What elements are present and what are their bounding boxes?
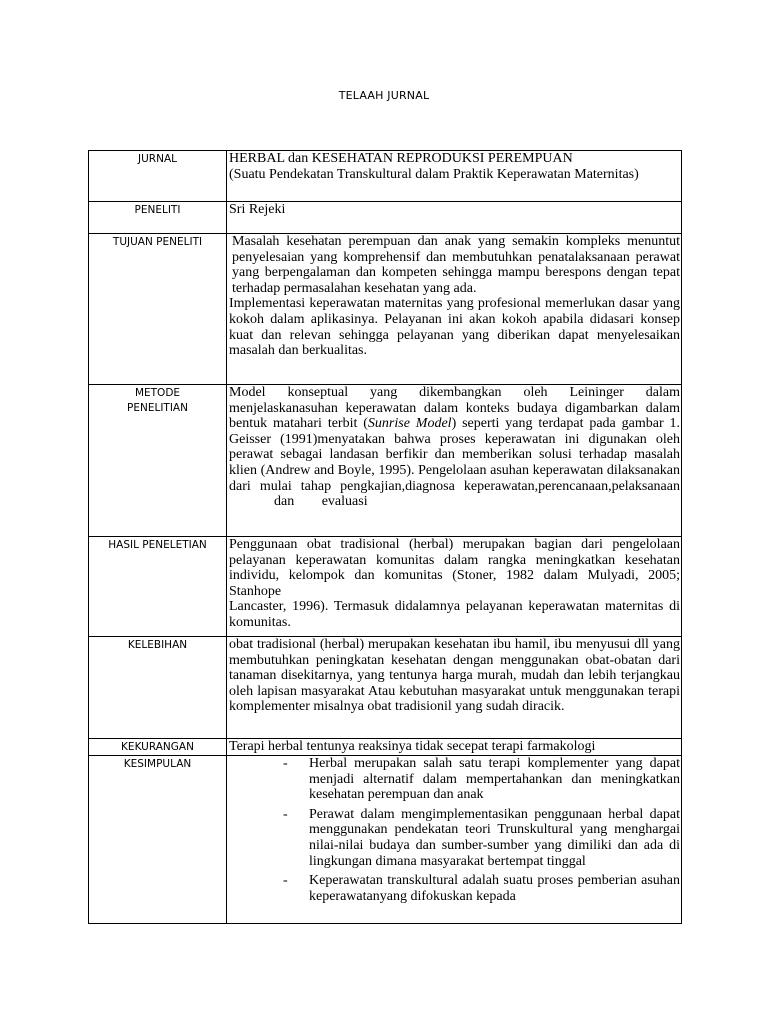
hasil-paragraph-1: Penggunaan obat tradisional (herbal) merupakan bagian dari pengelolaan pelayanan keperawatan komunitas dalam rangka meningkatkan kesehatan individu, kelompok dan komunitas (Stoner, 1982 dalam Mulyadi, 2005; Stanhope (229, 537, 680, 599)
tujuan-paragraph-2: Implementasi keperawatan maternitas yang profesional memerlukan dasar yang kokoh dalam aplikasinya. Pelayanan ini akan kokoh apabila didasari konsep kuat dan relevan sehingga pelayanan yang diberikan dapat menyelesaikan masalah dan berkualitas. (229, 296, 680, 359)
row-kekurangan (89, 739, 682, 756)
metode-sunrise-model: Sunrise Model (367, 416, 452, 432)
list-item-text: Perawat dalam mengimplementasikan penggunaan herbal dapat menggunakan pendekatan teori Trunskultural yang menghargai nilai-nilai budaya dan sumber-sumber yang dimiliki dan ada di lingkungan dimana masyarakat bertempat tinggal (309, 806, 680, 869)
kesimpulan-list (229, 756, 680, 904)
metode-paragraph (229, 385, 680, 494)
value-metode (227, 385, 682, 537)
label-kekurangan: KEKURANGAN (89, 739, 227, 756)
bullet-dash: - (283, 756, 288, 771)
tujuan-paragraph-1: Masalah kesehatan perempuan dan anak yang semakin kompleks menuntut penyelesaian yang komprehensif dan membutuhkan penatalaksanaan perawat yang berpengalaman dan kompeten sehingga mampu berespons dengan tepat terhadap permasalahan kesehatan yang ada. (232, 234, 680, 296)
list-item-text: Keperawatan transkultural adalah suatu proses pemberian asuhan keperawatanyang difokuskan kepada (309, 873, 680, 904)
metode-text-before: Model konseptual yang dikembangkan oleh Leininger dalam menjelaskanasuhan keperawatan dalam konteks budaya digambarkan dalam bentuk matahari terbit ( (229, 385, 680, 432)
row-hasil (89, 537, 682, 637)
row-metode (89, 385, 682, 537)
journal-title: HERBAL dan KESEHATAN REPRODUKSI PEREMPUAN (229, 151, 573, 166)
label-metode-line1: METODE (134, 387, 181, 399)
label-peneliti: PENELITI (89, 202, 227, 234)
value-jurnal (227, 151, 682, 202)
value-kesimpulan (227, 756, 682, 924)
value-kekurangan: Terapi herbal tentunya reaksinya tidak secepat terapi farmakologi (227, 739, 682, 756)
review-table (88, 150, 682, 924)
list-item (229, 756, 680, 803)
row-peneliti (89, 202, 682, 234)
row-jurnal (89, 151, 682, 202)
list-item-text: Herbal merupakan salah satu terapi komplementer yang dapat menjadi alternatif dalam mempertahankan dan meningkatkan kesehatan perempuan dan anak (309, 756, 680, 803)
metode-text-after: ) seperti yang terdapat pada gambar 1. Geisser (1991)menyatakan bahwa proses keperawatan ini digunakan oleh perawat sebagai landasan berfikir dan memberikan solusi terhadap masalah klien (Andrew and Boyle, 1995). Pengelolaan asuhan keperawatan dilaksanakan dari mulai tahap pengkajian,diagnosa keperawatan,perencanaan,pelaksanaan (229, 416, 680, 494)
value-peneliti: Sri Rejeki (227, 202, 682, 234)
label-jurnal: JURNAL (89, 151, 227, 202)
list-item (229, 873, 680, 904)
label-hasil: HASIL PENELETIAN (89, 537, 227, 637)
metode-last-line: dan evaluasi (274, 494, 368, 510)
label-kesimpulan: KESIMPULAN (89, 756, 227, 924)
hasil-paragraph-2: Lancaster, 1996). Termasuk didalamnya pelayanan keperawatan maternitas di komunitas. (229, 599, 680, 630)
row-kesimpulan (89, 756, 682, 924)
row-tujuan (89, 234, 682, 385)
journal-subtitle: (Suatu Pendekatan Transkultural dalam Praktik Keperawatan Maternitas) (229, 166, 639, 182)
document-title: TELAAH JURNAL (338, 89, 430, 102)
label-metode-line2: PENELITIAN (127, 402, 188, 414)
bullet-dash: - (283, 873, 288, 889)
list-item (229, 807, 680, 869)
row-kelebihan (89, 637, 682, 739)
label-tujuan: TUJUAN PENELITI (89, 234, 227, 385)
label-metode (89, 385, 227, 537)
bullet-dash: - (283, 806, 288, 822)
value-hasil (227, 537, 682, 637)
value-kelebihan: obat tradisional (herbal) merupakan kesehatan ibu hamil, ibu menyusui dll yang membutuhkan peningkatan kesehatan dengan menggunakan obat-obatan dari tanaman disekitarnya, yang tentunya harga murah, mudah dan lebih terjangkau oleh lapisan masyarakat Atau kebutuhan masyarakat untuk menggunakan terapi komplementer misalnya obat tradisionil yang sudah diracik. (227, 637, 682, 739)
label-kelebihan: KELEBIHAN (89, 637, 227, 739)
value-tujuan (227, 234, 682, 385)
